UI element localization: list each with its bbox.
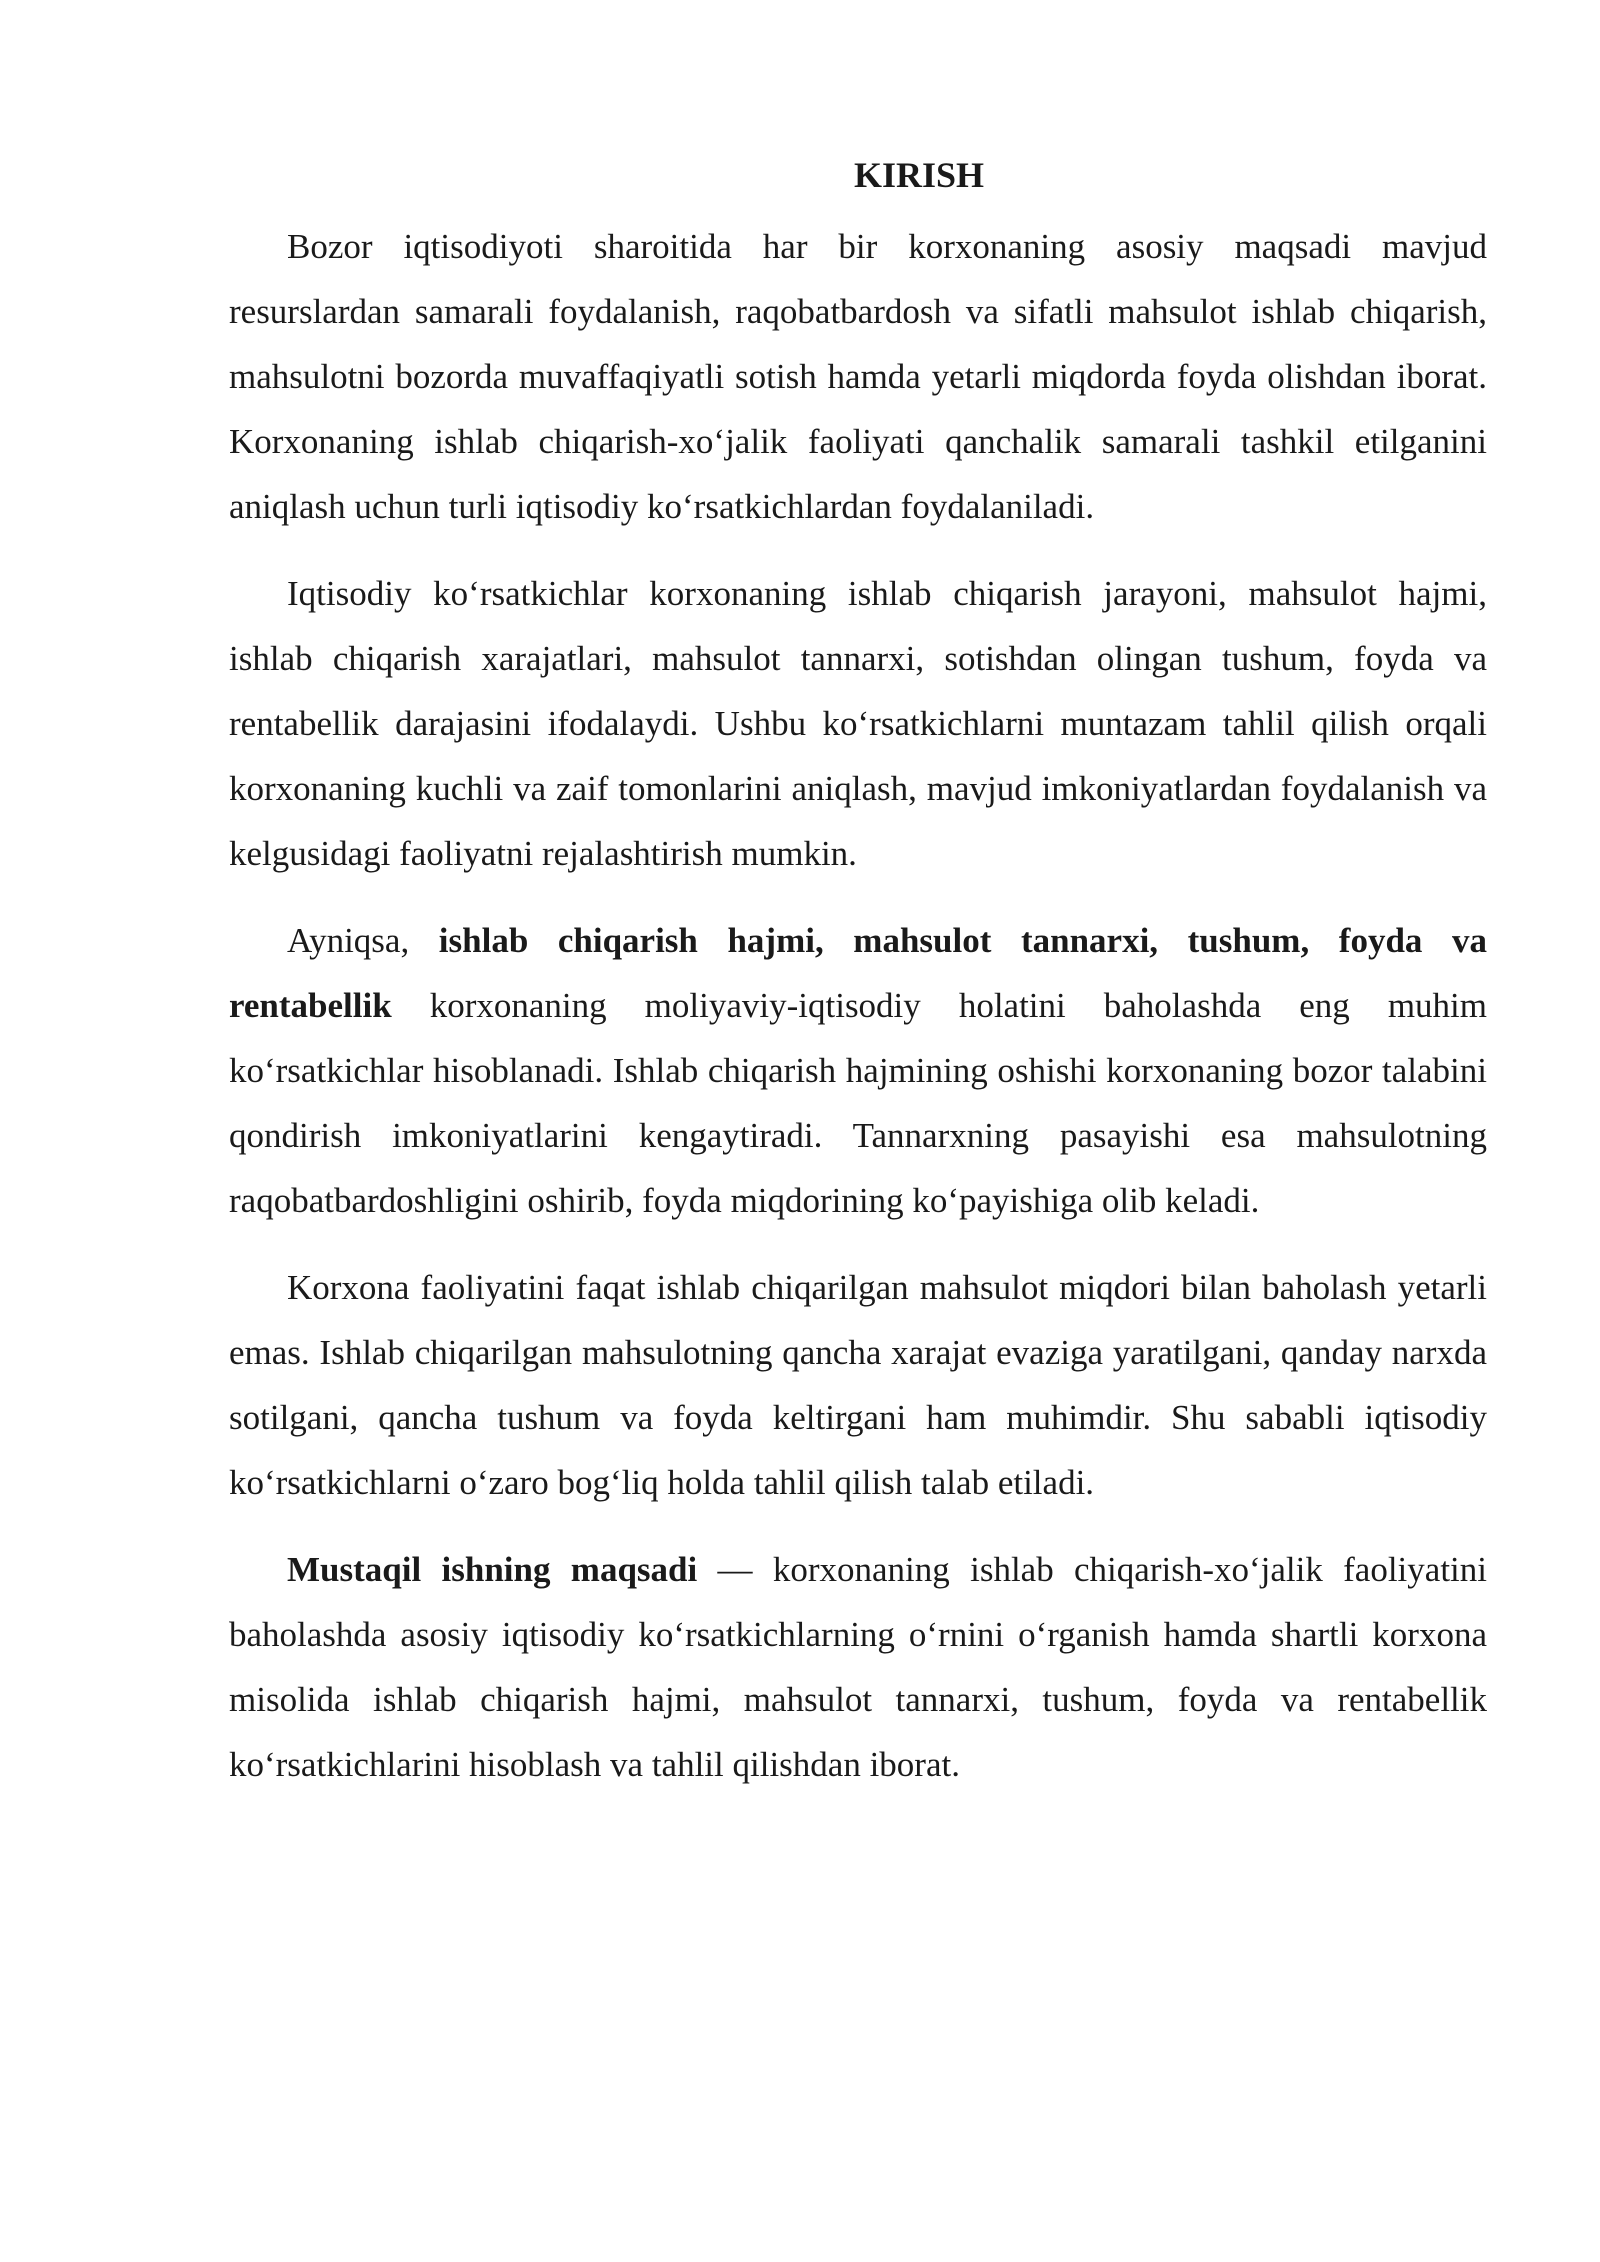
paragraph-3 xyxy=(229,908,1487,1233)
paragraph-5-rest: — korxonaning ishlab chiqarish-xo‘jalik faoliyatini baholashda asosiy iqtisodiy ko‘rsatkichlarning o‘rnini o‘rganish hamda shartli korxona misolida ishlab chiqarish hajmi, mahsulot tannarxi, tushum, foyda va rentabellik ko‘rsatkichlarini hisoblash va tahlil qilishdan iborat. xyxy=(229,1550,1487,1784)
paragraph-3-bold: ishlab chiqarish hajmi, mahsulot tannarxi, tushum, foyda va rentabellik xyxy=(229,921,1487,1025)
page-title: KIRISH xyxy=(853,155,985,195)
paragraph-5 xyxy=(229,1537,1487,1797)
paragraph-3-lead: Ayniqsa, xyxy=(287,921,439,960)
paragraph-4: Korxona faoliyatini faqat ishlab chiqarilgan mahsulot miqdori bilan baholash yetarli emas. Ishlab chiqarilgan mahsulotning qancha xarajat evaziga yaratilgani, qanday narxda sotilgani, qancha tushum va foyda keltirgani ham muhimdir. Shu sababli iqtisodiy ko‘rsatkichlarni o‘zaro bog‘liq holda tahlil qilish talab etiladi. xyxy=(229,1268,1487,1502)
paragraph-3-rest: korxonaning moliyaviy-iqtisodiy holatini baholashda eng muhim ko‘rsatkichlar hisoblanadi. Ishlab chiqarish hajmining oshishi korxonaning bozor talabini qondirish imkoniyatlarini kengaytiradi. Tannarxning pasayishi esa mahsulotning raqobatbardoshligini oshirib, foyda miqdorining ko‘payishiga olib keladi. xyxy=(229,986,1487,1220)
paragraph-2: Iqtisodiy ko‘rsatkichlar korxonaning ishlab chiqarish jarayoni, mahsulot hajmi, ishlab chiqarish xarajatlari, mahsulot tannarxi, sotishdan olingan tushum, foyda va rentabellik darajasini ifodalaydi. Ushbu ko‘rsatkichlarni muntazam tahlil qilish orqali korxonaning kuchli va zaif tomonlarini aniqlash, mavjud imkoniyatlardan foydalanish va kelgusidagi faoliyatni rejalashtirish mumkin. xyxy=(229,574,1487,873)
paragraph-1: Bozor iqtisodiyoti sharoitida har bir korxonaning asosiy maqsadi mavjud resurslardan samarali foydalanish, raqobatbardosh va sifatli mahsulot ishlab chiqarish, mahsulotni bozorda muvaffaqiyatli sotish hamda yetarli miqdorda foyda olishdan iborat. Korxonaning ishlab chiqarish-xo‘jalik faoliyati qanchalik samarali tashkil etilganini aniqlash uchun turli iqtisodiy ko‘rsatkichlardan foydalaniladi. xyxy=(229,227,1487,526)
paragraph-5-bold: Mustaqil ishning maqsadi xyxy=(287,1550,698,1589)
document-page xyxy=(229,150,1487,1819)
